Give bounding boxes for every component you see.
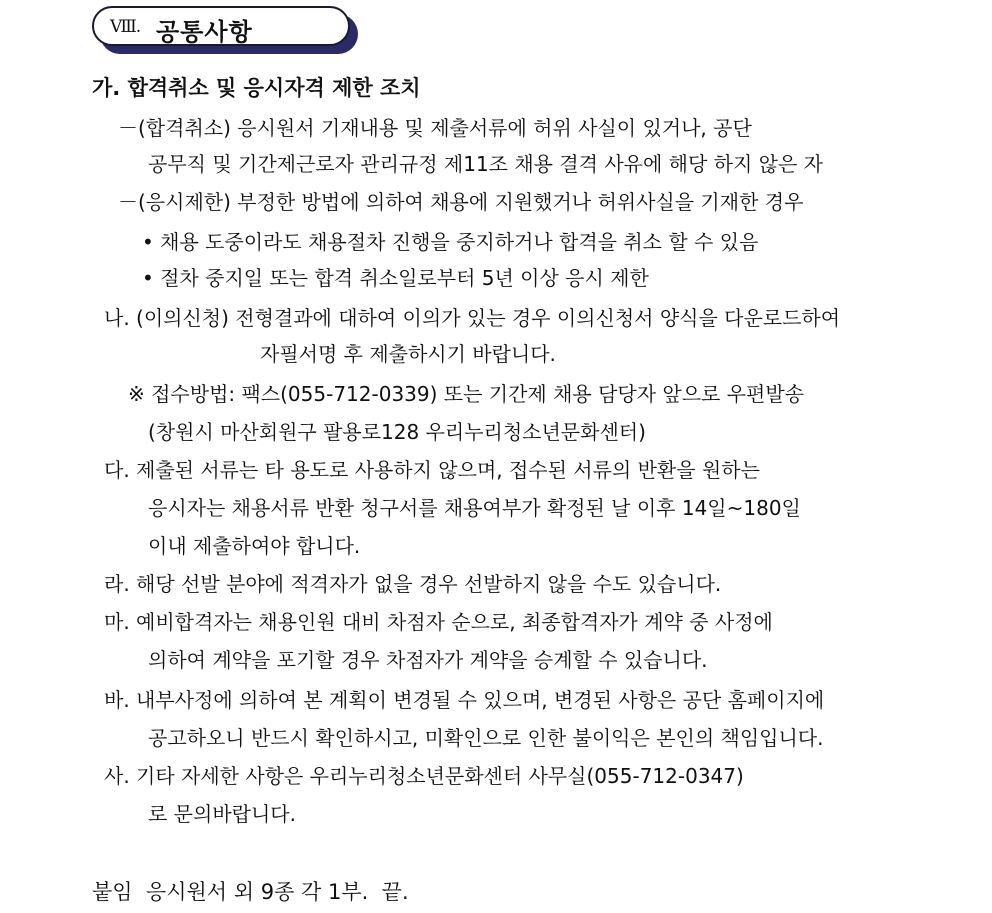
item-na-line1: 나. (이의신청) 전형결과에 대하여 이의가 있는 경우 이의신청서 양식을 다운로드하여 (104, 306, 841, 330)
item-ra-line1: 라. 해당 선발 분야에 적격자가 없을 경우 선발하지 않을 수도 있습니다. (104, 572, 722, 596)
item-da-line1: 다. 제출된 서류는 타 용도로 사용하지 않으며, 접수된 서류의 반환을 원하는 (104, 458, 760, 482)
item-ga-line2: 공무직 및 기간제근로자 관리규정 제11조 채용 결격 사유에 해당 하지 않은 자 (148, 152, 823, 176)
item-na-note1: ※ 접수방법: 팩스(055-712-0339) 또는 기간제 채용 담당자 앞으로 우편발송 (128, 382, 805, 406)
section-header (92, 6, 350, 46)
item-ma-line1: 마. 예비합격자는 채용인원 대비 차점자 순으로, 최종합격자가 계약 중 사정에 (104, 610, 773, 634)
item-da-line3: 이내 제출하여야 합니다. (148, 534, 361, 558)
item-ga-line1: －(합격취소) 응시원서 기재내용 및 제출서류에 허위 사실이 있거나, 공단 (118, 116, 752, 140)
item-da-line2: 응시자는 채용서류 반환 청구서를 채용여부가 확정된 날 이후 14일~180일 (148, 496, 801, 520)
item-sa-line2: 로 문의바랍니다. (148, 802, 296, 826)
item-ga-bullet2: • 절차 중지일 또는 합격 취소일로부터 5년 이상 응시 제한 (142, 266, 649, 290)
item-ga-bullet1: • 채용 도중이라도 채용절차 진행을 중지하거나 합격을 취소 할 수 있음 (142, 230, 759, 254)
item-na-note2: (창원시 마산회원구 팔용로128 우리누리청소년문화센터) (148, 420, 646, 444)
item-ba-line2: 공고하오니 반드시 확인하시고, 미확인으로 인한 불이익은 본인의 책임입니다. (148, 726, 824, 750)
attachment-line: 붙임 응시원서 외 9종 각 1부. 끝. (92, 880, 409, 904)
item-ma-line2: 의하여 계약을 포기할 경우 차점자가 계약을 승계할 수 있습니다. (148, 648, 708, 672)
item-ba-line1: 바. 내부사정에 의하여 본 계획이 변경될 수 있으며, 변경된 사항은 공단 홈페이지에 (104, 688, 825, 712)
item-ga-title: 가. 합격취소 및 응시자격 제한 조치 (92, 76, 421, 100)
section-numeral: Ⅷ. (110, 17, 141, 37)
section-title: 공통사항 (156, 18, 253, 46)
item-ga-line3: －(응시제한) 부정한 방법에 의하여 채용에 지원했거나 허위사실을 기재한 경우 (118, 190, 804, 214)
item-na-line2: 자필서명 후 제출하시기 바랍니다. (260, 342, 556, 366)
item-sa-line1: 사. 기타 자세한 사항은 우리누리청소년문화센터 사무실(055-712-0347) (104, 764, 744, 788)
